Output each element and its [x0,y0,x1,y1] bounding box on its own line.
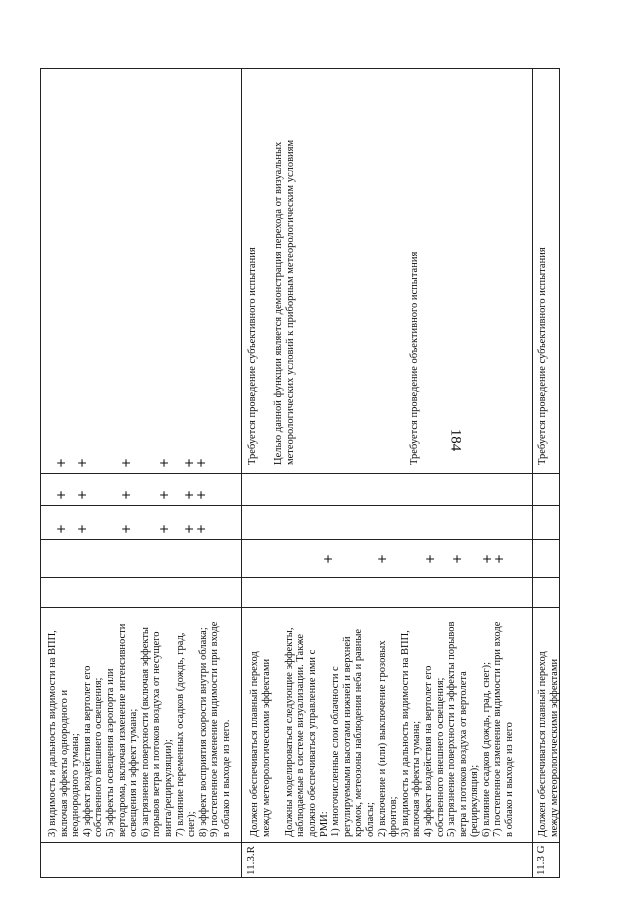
plus-mark: + [157,523,172,535]
column-divider [41,505,559,506]
row-divider [241,69,242,877]
plus-mark: + [182,523,197,535]
plus-mark: + [54,489,69,501]
column-divider [41,473,559,474]
plus-mark: + [492,553,507,565]
test-note: Требуется проведение субъективного испытания [537,247,548,465]
column-divider [41,607,559,608]
function-purpose-note: Целью данной функции является демонстрация перехода от визуальных метеорологических условий к приборным метеорологическим условиям [273,139,296,465]
row-code: 11.3 G [535,845,547,875]
plus-mark: + [194,489,209,501]
column-divider [41,539,559,540]
requirements-table [40,68,560,878]
plus-mark: + [119,523,134,535]
requirement-text: 3) видимость и дальность видимости на ВПП, включая эффекты однородного и неоднородного тумана; 4) эффект воздействия на вертолет его собственного внешнего освещения; 5) эффекты освещения аэропорта или вертодрома, включая изменение интенсивности освещения и эффект тумана; 6) загрязнение поверхности (включая эффекты порывов ветра и потоков воздуха от несущего винта/рециркуляции); 7) влияние переменных осадков (дождь, град, снег); 8) эффект восприятия скорости внутри облака; 9) постепенное изменение видимости при входе в облако и выходе из него. [47,621,232,837]
test-note: Требуется проведение субъективного испытания [247,247,258,465]
plus-mark: + [375,553,390,565]
plus-mark: + [194,523,209,535]
plus-mark: + [157,457,172,469]
requirement-text: Должен обеспечиваться плавный переход между метеорологическими эффектами Должны моделироваться следующие эффекты, наблюдаемые в системе визуализации. Также должно обеспечиваться управление ими с РМИ: 1) многочисленные слои облачности с регулируемыми высотами нижней и верхней кромок, метеозоны наблюдения неба и равные обласы; 2) включение и (или) выключение грозовых фронтов; 3) видимость и дальность видимости на ВПП, включая эффекты тумана; 4) эффект воздействия на вертолет его собственного внешнего освещения; 5) загрязнение поверхности и эффекты порывов ветра и потоков воздуха от вертолета (рециркуляция); 6) влияние осадков (дождь, град, снег); 7) постепенное изменение видимости при входе в облако и выходе из него [249,621,516,837]
plus-mark: + [119,489,134,501]
column-divider [41,577,559,578]
plus-mark: + [182,457,197,469]
plus-mark: + [423,553,438,565]
requirement-text: Должен обеспечиваться плавный переход между метеорологическими эффектами [537,651,560,837]
plus-mark: + [75,489,90,501]
plus-mark: + [75,523,90,535]
plus-mark: + [194,457,209,469]
plus-mark: + [157,489,172,501]
plus-mark: + [75,457,90,469]
plus-mark: + [54,523,69,535]
column-divider [41,842,559,843]
row-divider [532,69,533,877]
plus-mark: + [119,457,134,469]
plus-mark: + [182,489,197,501]
test-note: Требуется проведение объективного испытания [409,251,420,465]
plus-mark: + [450,553,465,565]
plus-mark: + [321,553,336,565]
page-number: 184 [447,428,464,452]
plus-mark: + [54,457,69,469]
row-code: 11.3.R [245,846,257,875]
plus-mark: + [480,553,495,565]
